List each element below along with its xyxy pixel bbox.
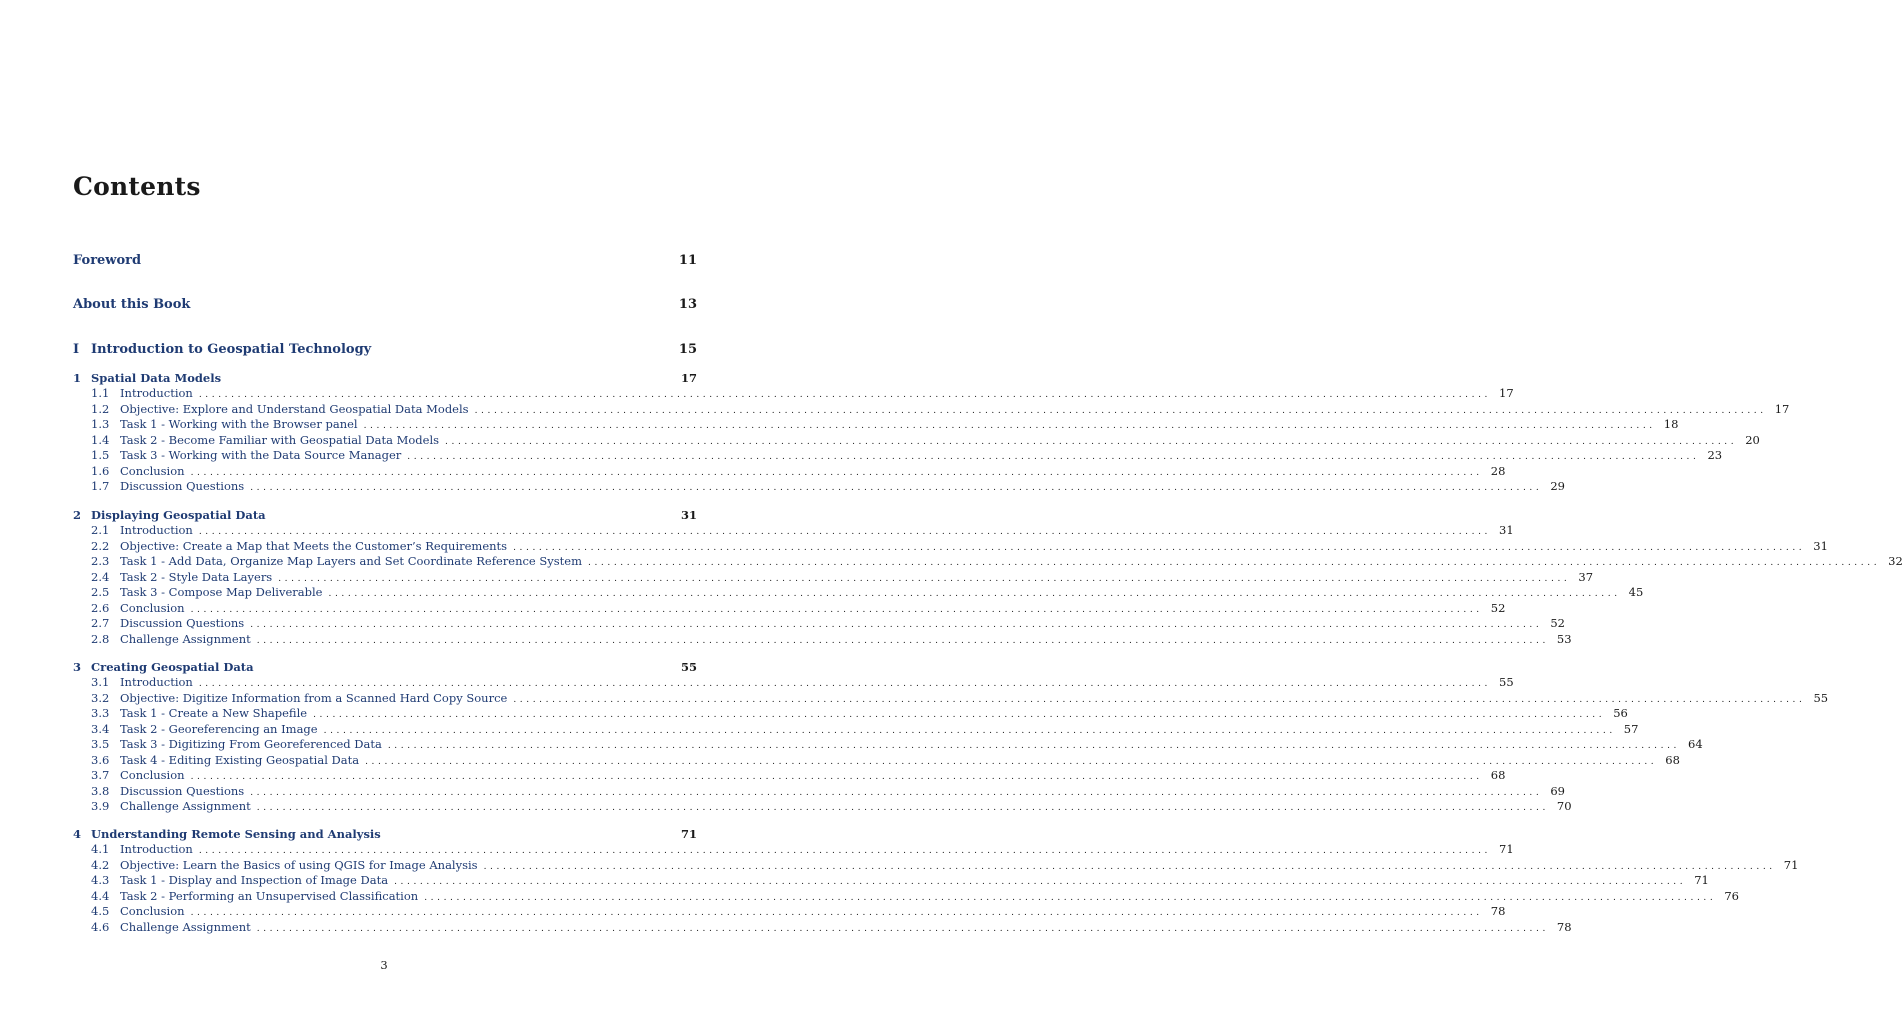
dot-leader: ........................................................................................................................................................................................................ <box>483 861 1776 872</box>
section-number: 2.7 <box>91 616 110 630</box>
section-title: Discussion Questions <box>120 783 245 798</box>
part-page: 15 <box>678 342 697 357</box>
dot-leader: ........................................................................................................................................................................................................ <box>190 467 1483 478</box>
toc-section[interactable] <box>73 463 1506 480</box>
toc-entry-label: About this Book <box>73 297 191 312</box>
section-page: 71 <box>1783 857 1799 872</box>
section-page: 17 <box>1774 401 1790 416</box>
section-title: Introduction <box>120 523 193 537</box>
section-title: Introduction <box>120 386 193 400</box>
dot-leader: ........................................................................................................................................................................................................ <box>363 421 1656 431</box>
toc-chapter-4 <box>73 826 1799 935</box>
dot-leader: ........................................................................................................................................................................................................ <box>407 452 1700 462</box>
section-page: 17 <box>1499 386 1514 400</box>
toc-section[interactable] <box>73 752 1680 769</box>
section-page: 70 <box>1556 799 1572 813</box>
chapter-page: 55 <box>680 660 697 674</box>
section-number: 2.2 <box>91 538 110 553</box>
section-title: Objective: Learn the Basics of using QGIS for Image Analysis <box>120 857 478 872</box>
section-title: Conclusion <box>120 463 185 478</box>
section-title: Task 2 - Become Familiar with Geospatial Data Models <box>120 432 440 447</box>
section-title: Task 3 - Compose Map Deliverable <box>120 585 323 599</box>
section-number: 4.1 <box>91 842 110 856</box>
toc-section[interactable] <box>73 417 1679 433</box>
section-number: 3.4 <box>91 721 110 736</box>
dot-leader: ........................................................................................................................................................................................................ <box>198 390 1492 400</box>
section-number: 3.5 <box>91 737 110 751</box>
section-title: Introduction <box>120 842 193 856</box>
toc-chapter-1 <box>73 370 1790 495</box>
dot-leader: ........................................................................................................................................................................................................ <box>190 772 1483 782</box>
dot-leader: ........................................................................................................................................................................................................ <box>198 679 1492 689</box>
page-title: Contents <box>73 172 201 201</box>
dot-leader: ........................................................................................................................................................................................................ <box>190 604 1483 615</box>
section-number: 2.5 <box>91 585 110 599</box>
toc-chapter-2 <box>73 507 1903 647</box>
toc-section[interactable] <box>73 538 1828 555</box>
toc-section[interactable] <box>73 616 1565 632</box>
section-title: Challenge Assignment <box>120 799 251 813</box>
section-title: Discussion Questions <box>120 616 245 630</box>
section-number: 4.2 <box>91 857 110 872</box>
dot-leader: ........................................................................................................................................................................................................ <box>365 756 1658 767</box>
toc-section[interactable] <box>73 448 1723 464</box>
section-title: Task 1 - Display and Inspection of Image Data <box>120 873 389 887</box>
section-page: 31 <box>1813 538 1828 553</box>
toc-section[interactable] <box>73 386 1514 402</box>
dot-leader: ........................................................................................................................................................................................................ <box>587 558 1881 568</box>
section-title: Task 4 - Editing Existing Geospatial Data <box>120 752 360 767</box>
section-title: Discussion Questions <box>120 479 245 493</box>
dot-leader: ........................................................................................................................................................................................................ <box>474 405 1767 416</box>
dot-leader: ........................................................................................................................................................................................................ <box>445 436 1738 447</box>
dot-leader: ........................................................................................................................................................................................................ <box>250 620 1543 630</box>
dot-leader: ........................................................................................................................................................................................................ <box>313 710 1606 720</box>
section-page: 28 <box>1490 463 1506 478</box>
section-number: 3.2 <box>91 690 110 705</box>
toc-section[interactable] <box>73 631 1572 648</box>
toc-chapter-3 <box>73 659 1829 815</box>
section-number: 3.3 <box>91 706 110 720</box>
section-number: 4.4 <box>91 888 110 903</box>
section-number: 1.2 <box>91 401 110 416</box>
section-page: 69 <box>1550 783 1565 798</box>
chapter-title: Understanding Remote Sensing and Analysis <box>91 827 381 841</box>
section-title: Conclusion <box>120 600 185 615</box>
dot-leader: ........................................................................................................................................................................................................ <box>256 803 1549 813</box>
dot-leader: ........................................................................................................................................................................................................ <box>278 573 1571 584</box>
toc-section[interactable] <box>73 690 1829 707</box>
section-page: 76 <box>1724 888 1739 903</box>
section-number: 4.3 <box>91 873 110 887</box>
toc-section[interactable] <box>73 554 1903 570</box>
chapter-page: 71 <box>680 827 697 841</box>
section-number: 4.6 <box>91 919 110 934</box>
toc-entry-foreword[interactable] <box>73 252 697 270</box>
section-page: 32 <box>1888 554 1903 568</box>
toc-section[interactable] <box>73 401 1790 418</box>
section-title: Task 2 - Performing an Unsupervised Classification <box>120 888 419 903</box>
section-title: Task 3 - Working with the Data Source Manager <box>120 448 402 462</box>
section-title: Objective: Explore and Understand Geospatial Data Models <box>120 401 469 416</box>
section-title: Objective: Digitize Information from a Scanned Hard Copy Source <box>120 690 508 705</box>
section-page: 20 <box>1745 432 1760 447</box>
section-title: Conclusion <box>120 768 185 782</box>
part-number: I <box>73 342 80 357</box>
dot-leader: ........................................................................................................................................................................................................ <box>198 846 1492 856</box>
toc-section[interactable] <box>73 768 1506 784</box>
toc-entry-label: Foreword <box>73 253 142 268</box>
chapter-heading[interactable] <box>73 659 697 675</box>
section-page: 55 <box>1813 690 1829 705</box>
section-title: Objective: Create a Map that Meets the Customer’s Requirements <box>120 538 508 553</box>
chapter-heading[interactable] <box>73 826 697 842</box>
section-number: 2.4 <box>91 569 110 584</box>
section-number: 3.8 <box>91 783 110 798</box>
chapter-heading[interactable] <box>73 370 697 386</box>
section-number: 3.6 <box>91 752 110 767</box>
section-number: 4.5 <box>91 904 110 918</box>
section-number: 1.4 <box>91 432 110 447</box>
toc-section[interactable] <box>73 432 1760 449</box>
section-number: 1.3 <box>91 417 110 431</box>
section-number: 1.7 <box>91 479 110 493</box>
dot-leader: ........................................................................................................................................................................................................ <box>387 741 1681 751</box>
toc-section[interactable] <box>73 857 1799 874</box>
section-title: Introduction <box>120 675 193 689</box>
chapter-title: Creating Geospatial Data <box>91 660 254 674</box>
section-page: 57 <box>1623 721 1639 736</box>
section-page: 23 <box>1707 448 1723 462</box>
chapter-title: Displaying Geospatial Data <box>91 508 266 522</box>
section-page: 71 <box>1694 873 1709 887</box>
section-title: Task 2 - Style Data Layers <box>120 569 273 584</box>
toc-entry-page: 13 <box>678 297 697 312</box>
section-number: 2.6 <box>91 600 110 615</box>
section-page: 71 <box>1499 842 1514 856</box>
section-title: Conclusion <box>120 904 185 918</box>
toc-section[interactable] <box>73 873 1709 889</box>
section-title: Task 1 - Create a New Shapefile <box>120 706 308 720</box>
section-title: Task 1 - Add Data, Organize Map Layers and Set Coordinate Reference System <box>120 554 582 568</box>
section-title: Challenge Assignment <box>120 919 251 934</box>
dot-leader: ........................................................................................................................................................................................................ <box>250 483 1543 493</box>
toc-section[interactable] <box>73 721 1639 738</box>
section-number: 3.7 <box>91 768 110 782</box>
section-page: 29 <box>1550 479 1565 493</box>
chapter-number: 3 <box>73 660 82 674</box>
part-label: Introduction to Geospatial Technology <box>91 342 372 357</box>
chapter-number: 2 <box>73 508 82 522</box>
section-page: 64 <box>1688 737 1703 751</box>
section-title: Task 1 - Working with the Browser panel <box>120 417 358 431</box>
dot-leader: ........................................................................................................................................................................................................ <box>424 892 1717 903</box>
toc-section[interactable] <box>73 706 1628 722</box>
toc-section[interactable] <box>73 799 1572 815</box>
dot-leader: ........................................................................................................................................................................................................ <box>250 787 1543 798</box>
toc-entry-page: 11 <box>678 253 697 268</box>
dot-leader: ........................................................................................................................................................................................................ <box>256 923 1549 934</box>
section-page: 56 <box>1613 706 1628 720</box>
dot-leader: ........................................................................................................................................................................................................ <box>513 542 1806 553</box>
chapter-number: 4 <box>73 827 82 841</box>
chapter-number: 1 <box>73 371 82 385</box>
dot-leader: ........................................................................................................................................................................................................ <box>190 908 1483 918</box>
toc-section[interactable] <box>73 523 1514 539</box>
toc-section[interactable] <box>73 600 1506 617</box>
dot-leader: ........................................................................................................................................................................................................ <box>513 694 1806 705</box>
section-page: 53 <box>1556 631 1572 646</box>
page-number: 3 <box>380 958 388 972</box>
section-page: 37 <box>1578 569 1594 584</box>
toc-section[interactable] <box>73 919 1572 936</box>
section-page: 78 <box>1556 919 1572 934</box>
toc-section[interactable] <box>73 904 1506 920</box>
section-number: 3.1 <box>91 675 110 689</box>
chapter-page: 31 <box>680 508 697 522</box>
dot-leader: ........................................................................................................................................................................................................ <box>256 635 1549 646</box>
section-title: Task 3 - Digitizing From Georeferenced Data <box>120 737 382 751</box>
dot-leader: ........................................................................................................................................................................................................ <box>394 877 1687 887</box>
section-page: 55 <box>1499 675 1514 689</box>
section-page: 18 <box>1663 417 1679 431</box>
section-number: 3.9 <box>91 799 110 813</box>
section-number: 1.1 <box>91 386 110 400</box>
toc-section[interactable] <box>73 585 1644 601</box>
toc-section[interactable] <box>73 783 1565 800</box>
toc-section[interactable] <box>73 479 1565 495</box>
dot-leader: ........................................................................................................................................................................................................ <box>198 527 1492 537</box>
toc-section[interactable] <box>73 737 1703 753</box>
section-page: 52 <box>1550 616 1565 630</box>
toc-section[interactable] <box>73 888 1739 905</box>
toc-section[interactable] <box>73 842 1514 858</box>
dot-leader: ........................................................................................................................................................................................................ <box>328 589 1621 599</box>
chapter-heading[interactable] <box>73 507 697 523</box>
section-title: Task 2 - Georeferencing an Image <box>120 721 318 736</box>
toc-section[interactable] <box>73 675 1514 691</box>
section-number: 2.3 <box>91 554 110 568</box>
section-page: 68 <box>1490 768 1506 782</box>
section-page: 78 <box>1490 904 1506 918</box>
chapter-title: Spatial Data Models <box>91 371 222 385</box>
toc-part-entry[interactable] <box>73 341 697 359</box>
section-title: Challenge Assignment <box>120 631 251 646</box>
chapter-page: 17 <box>680 371 697 385</box>
toc-entry-about-this-book[interactable] <box>73 296 697 314</box>
section-number: 1.5 <box>91 448 110 462</box>
section-page: 31 <box>1499 523 1514 537</box>
section-number: 1.6 <box>91 463 110 478</box>
section-number: 2.8 <box>91 631 110 646</box>
toc-section[interactable] <box>73 569 1594 586</box>
section-page: 52 <box>1490 600 1506 615</box>
section-number: 2.1 <box>91 523 110 537</box>
section-page: 45 <box>1628 585 1644 599</box>
section-page: 68 <box>1665 752 1680 767</box>
dot-leader: ........................................................................................................................................................................................................ <box>323 725 1616 736</box>
